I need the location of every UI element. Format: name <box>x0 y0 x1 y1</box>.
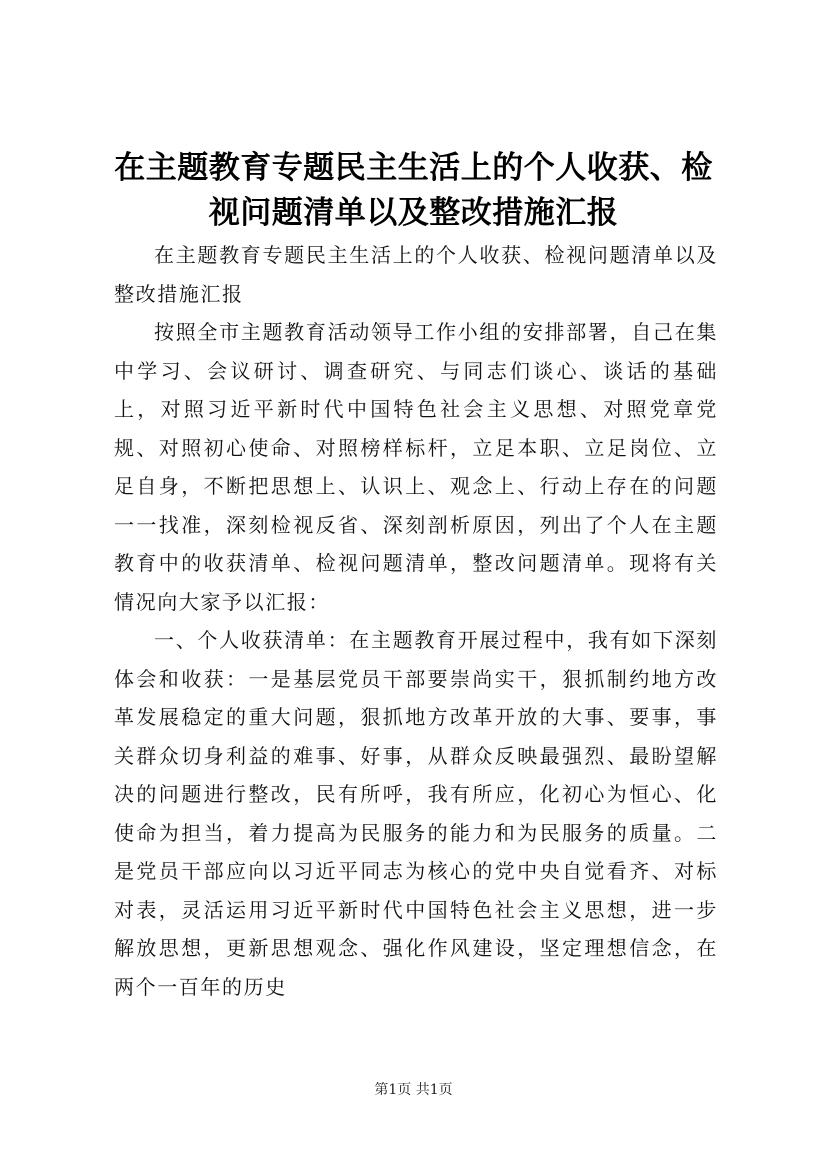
paragraph-introduction: 按照全市主题教育活动领导工作小组的安排部署，自己在集中学习、会议研讨、调查研究、与同志们谈心、谈话的基础上，对照习近平新时代中国特色社会主义思想、对照党章党规、对照初心使命、对照榜样标杆，立足本职、立足岗位、立足自身，不断把思想上、认识上、观念上、行动上存在的问题一一找准，深刻检视反省、深刻剖析原因，列出了个人在主题教育中的收获清单、检视问题清单，整改问题清单。现将有关情况向大家予以汇报： <box>114 320 718 614</box>
document-title: 在主题教育专题民主生活上的个人收获、检视问题清单以及整改措施汇报 <box>114 150 713 231</box>
paragraph-personal-gains: 一、个人收获清单：在主题教育开展过程中，我有如下深刻体会和收获：一是基层党员干部要崇尚实干，狠抓制约地方改革发展稳定的重大问题，狠抓地方改革开放的大事、要事，事关群众切身利益的难事、好事，从群众反映最强烈、最盼望解决的问题进行整改，民有所呼，我有所应，化初心为恒心、化使命为担当，着力提高为民服务的能力和为民服务的质量。二是党员干部应向以习近平同志为核心的党中央自觉看齐、对标对表，灵活运用习近平新时代中国特色社会主义思想，进一步解放思想，更新思想观念、强化作风建设，坚定理想信念，在两个一百年的历史 <box>114 628 718 999</box>
page-number-footer: 第1页 共1页 <box>374 1082 453 1098</box>
paragraph-heading-repeat: 在主题教育专题民主生活上的个人收获、检视问题清单以及整改措施汇报 <box>114 243 718 306</box>
document-body <box>114 236 718 1006</box>
